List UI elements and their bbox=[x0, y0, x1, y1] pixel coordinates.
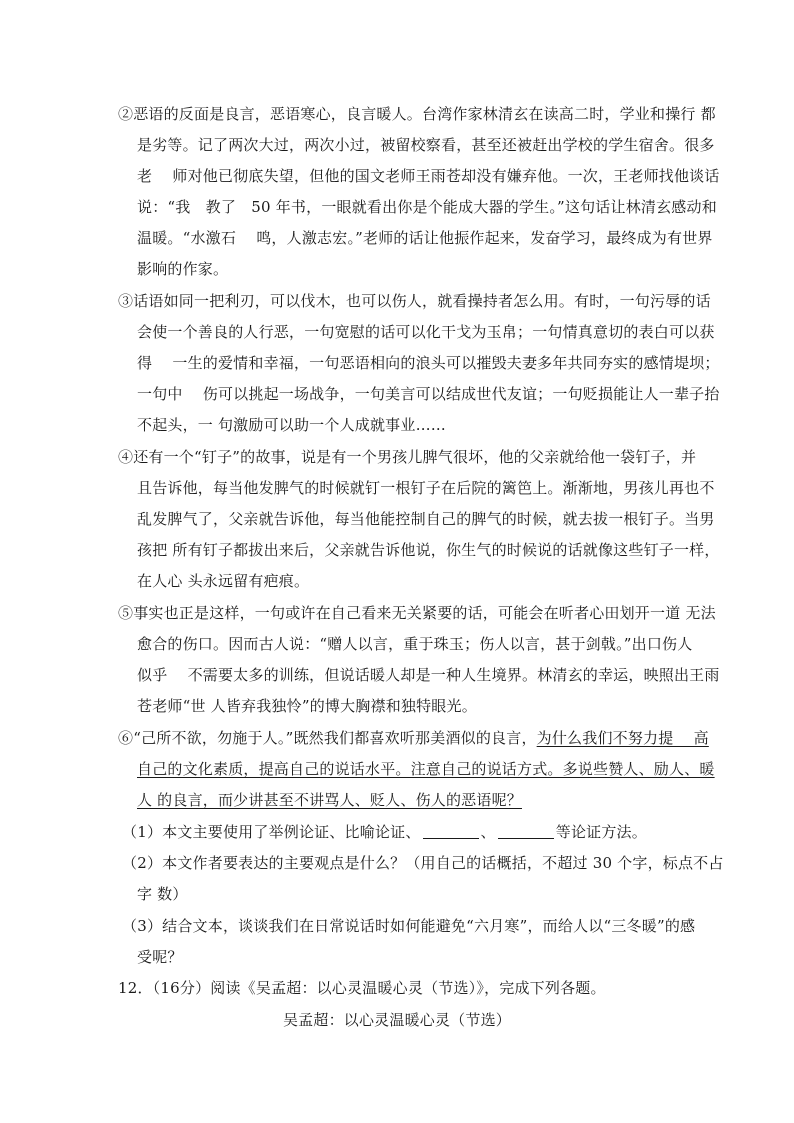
para4-line-5: 在人心 头永远留有疤痕。 bbox=[137, 572, 310, 590]
section-12-heading: 12．（16分）阅读《吴孟超：以心灵温暖心灵（节选）》，完成下列各题。 bbox=[118, 979, 606, 997]
para6-line-1-plain: ⑥“己所不欲，勿施于人。”既然我们都喜欢听那美酒似的良言， bbox=[118, 729, 537, 747]
answer-blank-2[interactable] bbox=[498, 824, 554, 839]
section-12-title: 吴孟超：以心灵温暖心灵（节选） bbox=[282, 1011, 511, 1029]
question-1 bbox=[122, 822, 647, 842]
para6-line-3: 人 的良言，而少讲甚至不讲骂人、贬人、伤人的恶语呢？ bbox=[137, 791, 522, 809]
para2-line-4: 说：“我 教了 50 年书，一眼就看出你是个能成大器的学生。”这句话让林清玄感动和 bbox=[137, 198, 717, 216]
para5-line-1: ⑤事实也正是这样，一句或许在自己看来无关紧要的话，可能会在听者心田划开一道 无法 bbox=[118, 604, 716, 622]
question-1-text: （1）本文主要使用了举例论证、比喻论证、 bbox=[122, 823, 421, 841]
para3-line-2: 会使一个善良的人行恶，一句宽慰的话可以化干戈为玉帛；一句情真意切的表白可以获 bbox=[137, 323, 715, 341]
question-1-ending: 等论证方法。 bbox=[555, 823, 647, 841]
para2-line-2: 是劣等。记了两次大过，两次小过，被留校察看，甚至还被赶出学校的学生宿舍。很多 bbox=[137, 136, 715, 154]
para2-line-1: ②恶语的反面是良言，恶语寒心，良言暖人。台湾作家林清玄在读高二时，学业和操行 都 bbox=[118, 105, 716, 123]
para3-line-3: 得 一生的爱情和幸福，一句恶语相向的浪头可以摧毁夫妻多年共同夯实的感情堤坝； bbox=[137, 354, 720, 372]
para6-line-1-underlined: 为什么我们不努力提 高 bbox=[536, 729, 709, 747]
para2-line-5: 温暖。“水激石 鸣，人激志宏。”老师的话让他振作起来，发奋学习，最终成为有世界 bbox=[137, 229, 713, 247]
question-3-line-1: （3）结合文本，谈谈我们在日常说话时如何能避免“六月寒”，而给人以“三冬暖”的感 bbox=[122, 917, 696, 935]
question-3-line-2: 受呢？ bbox=[137, 948, 183, 966]
para3-line-4: 一句中 伤可以挑起一场战争，一句美言可以结成世代友谊；一句贬损能让人一辈子抬 bbox=[137, 385, 720, 403]
para5-line-3: 似乎 不需要太多的训练，但说话暖人却是一种人生境界。林清玄的幸运，映照出王雨 bbox=[137, 666, 720, 684]
para4-line-4: 孩把 所有钉子都拔出来后，父亲就告诉他说，你生气的时候说的话就像这些钉子一样， bbox=[137, 541, 720, 559]
answer-blank-1[interactable] bbox=[423, 824, 479, 839]
question-1-separator: 、 bbox=[480, 823, 496, 841]
para4-line-3: 乱发脾气了，父亲就告诉他，每当他能控制自己的脾气的时候，就去拔一根钉子。当男 bbox=[137, 510, 715, 528]
para2-line-3: 老 师对他已彻底失望，但他的国文老师王雨苍却没有嫌弃他。一次，王老师找他谈话 bbox=[137, 167, 720, 185]
para5-line-2: 愈合的伤口。因而古人说：“赠人以言，重于珠玉；伤人以言，甚于剑戟。”出口伤人 bbox=[137, 635, 693, 653]
para4-line-2: 且告诉他，每当他发脾气的时候就钉一根钉子在后院的篱笆上。渐渐地，男孩儿再也不 bbox=[137, 479, 715, 497]
para4-line-1: ④还有一个“钉子”的故事，说是有一个男孩儿脾气很坏，他的父亲就给他一袋钉子，并 bbox=[118, 448, 697, 466]
question-2-line-2: 字 数） bbox=[137, 885, 188, 903]
para3-line-1: ③话语如同一把利刃，可以伐木，也可以伤人，就看操持者怎么用。有时，一句污辱的话 bbox=[118, 292, 711, 310]
para5-line-4: 苍老师“世 人皆弃我独怜”的博大胸襟和独特眼光。 bbox=[137, 697, 477, 715]
para6-line-1 bbox=[118, 728, 709, 748]
question-2-line-1: （2）本文作者要表达的主要观点是什么？（用自己的话概括，不超过 30 个字，标点不占 bbox=[122, 854, 724, 872]
para6-line-2: 自己的文化素质，提高自己的说话水平。注意自己的说话方式。多说些赞人、励人、暖 bbox=[137, 760, 715, 778]
para2-line-6: 影响的作家。 bbox=[137, 260, 229, 278]
para3-line-5: 不起头，一 句激励可以助一个人成就事业…… bbox=[137, 416, 446, 434]
